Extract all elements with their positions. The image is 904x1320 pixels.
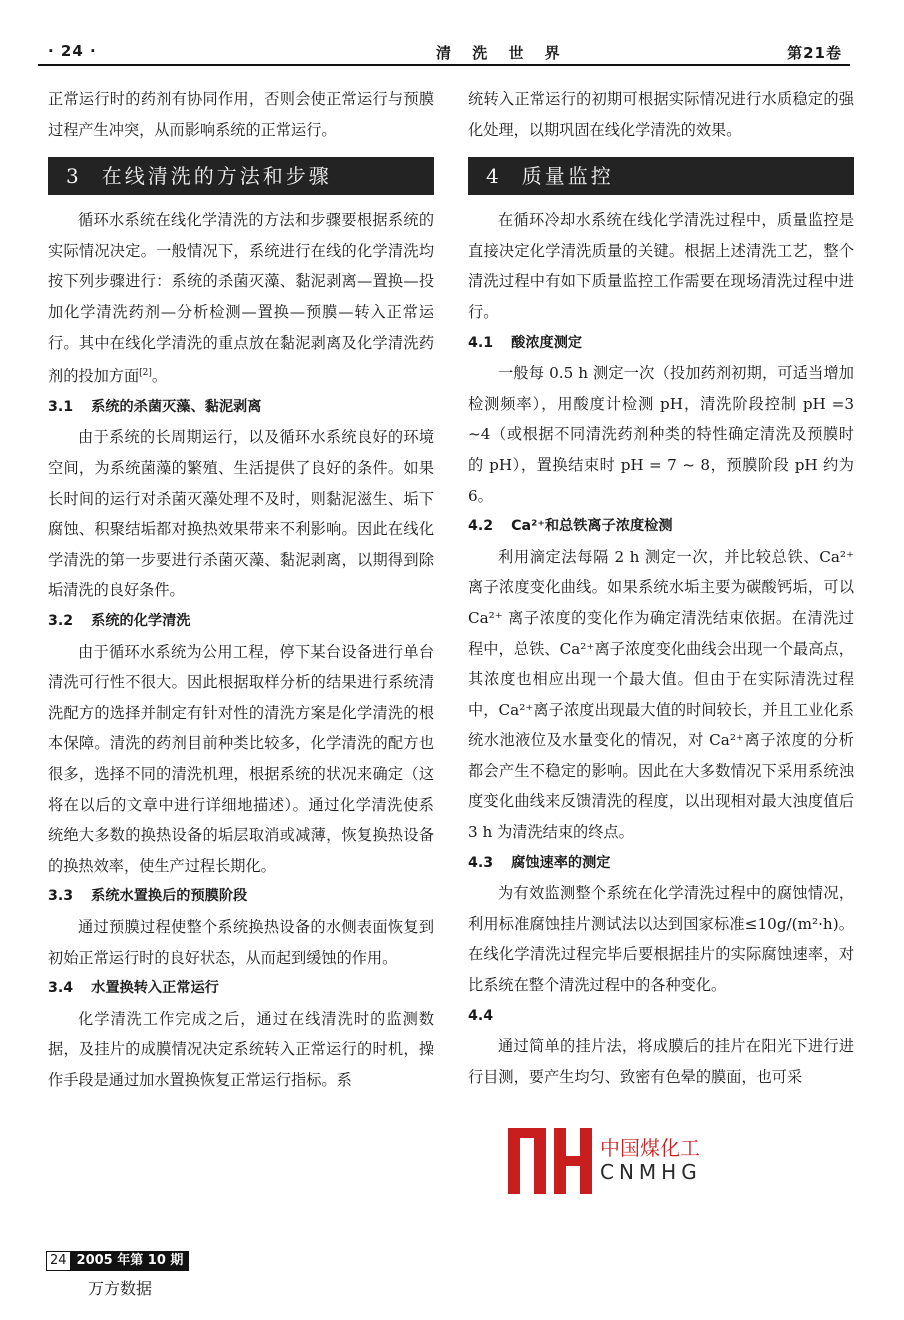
section-title: 质量监控 bbox=[521, 164, 614, 189]
citation-ref: [2] bbox=[139, 368, 152, 379]
subsection-heading-4-1 bbox=[468, 328, 854, 359]
paragraph bbox=[48, 205, 434, 392]
watermark-en-text: CNMHG bbox=[600, 1160, 702, 1184]
left-column bbox=[48, 84, 434, 1095]
subsection-title: 腐蚀速率的测定 bbox=[511, 854, 611, 871]
paragraph: 化学清洗工作完成之后，通过在线清洗时的监测数据，及挂片的成膜情况决定系统转入正常运行的时机，操作手段是通过加水置换恢复正常运行指标。系 bbox=[48, 1009, 434, 1089]
paragraph: 正常运行时的药剂有协同作用，否则会使正常运行与预膜过程产生冲突，从而影响系统的正常运行。 bbox=[48, 90, 434, 139]
paragraph: 由于系统的长周期运行，以及循环水系统良好的环境空间，为系统菌藻的繁殖、生活提供了良好的条件。如果长时间的运行对杀菌灭藻处理不及时，则黏泥滋生、垢下腐蚀、积聚结垢都对换热效果带来不利影响。因此在线化学清洗的第一步要进行杀菌灭藻、黏泥剥离，以期得到除垢清洗的良好条件。 bbox=[48, 428, 434, 600]
section-number: 4 bbox=[486, 164, 502, 189]
header-journal-title: 清 洗 世 界 bbox=[436, 44, 568, 62]
subsection-heading-3-2 bbox=[48, 606, 434, 637]
subsection-title: 酸浓度测定 bbox=[511, 334, 583, 351]
paragraph: 利用滴定法每隔 2 h 测定一次，并比较总铁、Ca²⁺离子浓度变化曲线。如果系统水垢主要为碳酸钙垢，可以 Ca²⁺ 离子浓度的变化作为确定清洗结束依据。在清洗过程中，总铁、Ca²⁺离子浓度变化曲线会出现一个最高点，其浓度也相应出现一个最大值。但由于在实际清洗过程中，Ca²⁺离子浓度出现最大值的时间较长，并且工业化系统水池液位及水量变化的情况，对 Ca²⁺离子浓度的分析都会产生不稳定的影响。因此在大多数情况下采用系统浊度变化曲线来反馈清洗的程度，以出现相对最大浊度值后 3 h 为清洗结束的终点。 bbox=[468, 547, 854, 842]
header-page-number: · 24 · bbox=[48, 42, 97, 60]
footer-page-number: 24 bbox=[46, 1251, 71, 1271]
watermark-cn-text: 中国煤化工 bbox=[600, 1136, 700, 1160]
subsection-heading-3-4 bbox=[48, 973, 434, 1004]
subsection-number: 3.1 bbox=[48, 398, 74, 415]
footer-source: 万方数据 bbox=[88, 1279, 153, 1298]
section-title: 在线清洗的方法和步骤 bbox=[101, 164, 332, 189]
page-footer bbox=[46, 1251, 189, 1271]
subsection-heading-4-2 bbox=[468, 511, 854, 542]
subsection-number: 3.4 bbox=[48, 980, 74, 997]
header-volume: 第21卷 bbox=[787, 44, 842, 62]
subsection-title: 水置换转入正常运行 bbox=[91, 980, 219, 997]
subsection-title: 系统的杀菌灭藻、黏泥剥离 bbox=[91, 398, 262, 415]
section-heading-3 bbox=[48, 157, 434, 195]
logo-mark-icon bbox=[500, 1124, 596, 1198]
paragraph: 由于循环水系统为公用工程，停下某台设备进行单台清洗可行性不很大。因此根据取样分析的结果进行系统清洗配方的选择并制定有针对性的清洗方案是化学清洗的根本保障。清洗的药剂目前种类比较多，化学清洗的配方也很多，选择不同的清洗机理，根据系统的状况来确定（这将在以后的文章中进行详细地描述）。通过化学清洗使系统绝大多数的换热设备的垢层取消或减薄，恢复换热设备的换热效率，使生产过程长期化。 bbox=[48, 642, 434, 875]
paragraph-text: 。 bbox=[151, 367, 168, 386]
subsection-number: 4.1 bbox=[468, 334, 494, 351]
running-header bbox=[38, 40, 850, 66]
paragraph: 为有效监测整个系统在化学清洗过程中的腐蚀情况，利用标准腐蚀挂片测试法以达到国家标准≤10g/(m²·h)。在线化学清洗过程完毕后要根据挂片的实际腐蚀速率，对比系统在整个清洗过程中的各种变化。 bbox=[468, 884, 854, 995]
paragraph: 一般每 0.5 h 测定一次（投加药剂初期，可适当增加检测频率），用酸度计检测 pH，清洗阶段控制 pH =3 ~4（或根据不同清洗药剂种类的特性确定清洗及预膜时的 pH），置换结束时 pH = 7 ~ 8，预膜阶段 pH 约为 6。 bbox=[468, 364, 854, 505]
subsection-heading-4-3 bbox=[468, 848, 854, 879]
subsection-number: 3.2 bbox=[48, 612, 74, 629]
paragraph: 在循环冷却水系统在线化学清洗过程中，质量监控是直接决定化学清洗质量的关键。根据上述清洗工艺，整个清洗过程中有如下质量监控工作需要在现场清洗过程中进行。 bbox=[468, 211, 854, 321]
subsection-title: 系统水置换后的预膜阶段 bbox=[91, 888, 248, 905]
subsection-heading-3-1 bbox=[48, 392, 434, 423]
paragraph: 通过预膜过程使整个系统换热设备的水侧表面恢复到初始正常运行时的良好状态，从而起到缓蚀的作用。 bbox=[48, 917, 434, 967]
section-number: 3 bbox=[66, 164, 82, 189]
right-column bbox=[468, 84, 854, 1092]
subsection-title: 系统的化学清洗 bbox=[91, 612, 191, 629]
subsection-number: 4.3 bbox=[468, 854, 494, 871]
subsection-heading-4-4 bbox=[468, 1001, 854, 1032]
subsection-number: 4.2 bbox=[468, 518, 494, 535]
paragraph-text: 循环水系统在线化学清洗的方法和步骤要根据系统的实际情况决定。一般情况下，系统进行在线的化学清洗均按下列步骤进行：系统的杀菌灭藻、黏泥剥离—置换—投加化学清洗药剂—分析检测—置换—预膜—转入正常运行。其中在线化学清洗的重点放在黏泥剥离及化学清洗药剂的投加方面 bbox=[48, 211, 435, 386]
paragraph: 通过简单的挂片法，将成膜后的挂片在阳光下进行进行目测，要产生均匀、致密有色晕的膜面，也可采 bbox=[468, 1037, 854, 1086]
paragraph: 统转入正常运行的初期可根据实际情况进行水质稳定的强化处理，以期巩固在线化学清洗的效果。 bbox=[468, 90, 854, 139]
subsection-title: Ca²⁺和总铁离子浓度检测 bbox=[511, 518, 673, 535]
footer-issue-date: 2005 年第 10 期 bbox=[71, 1251, 190, 1271]
subsection-heading-3-3 bbox=[48, 881, 434, 912]
subsection-number: 4.4 bbox=[468, 1007, 494, 1024]
watermark-logo bbox=[500, 1124, 720, 1198]
subsection-number: 3.3 bbox=[48, 888, 74, 905]
section-heading-4 bbox=[468, 157, 854, 195]
